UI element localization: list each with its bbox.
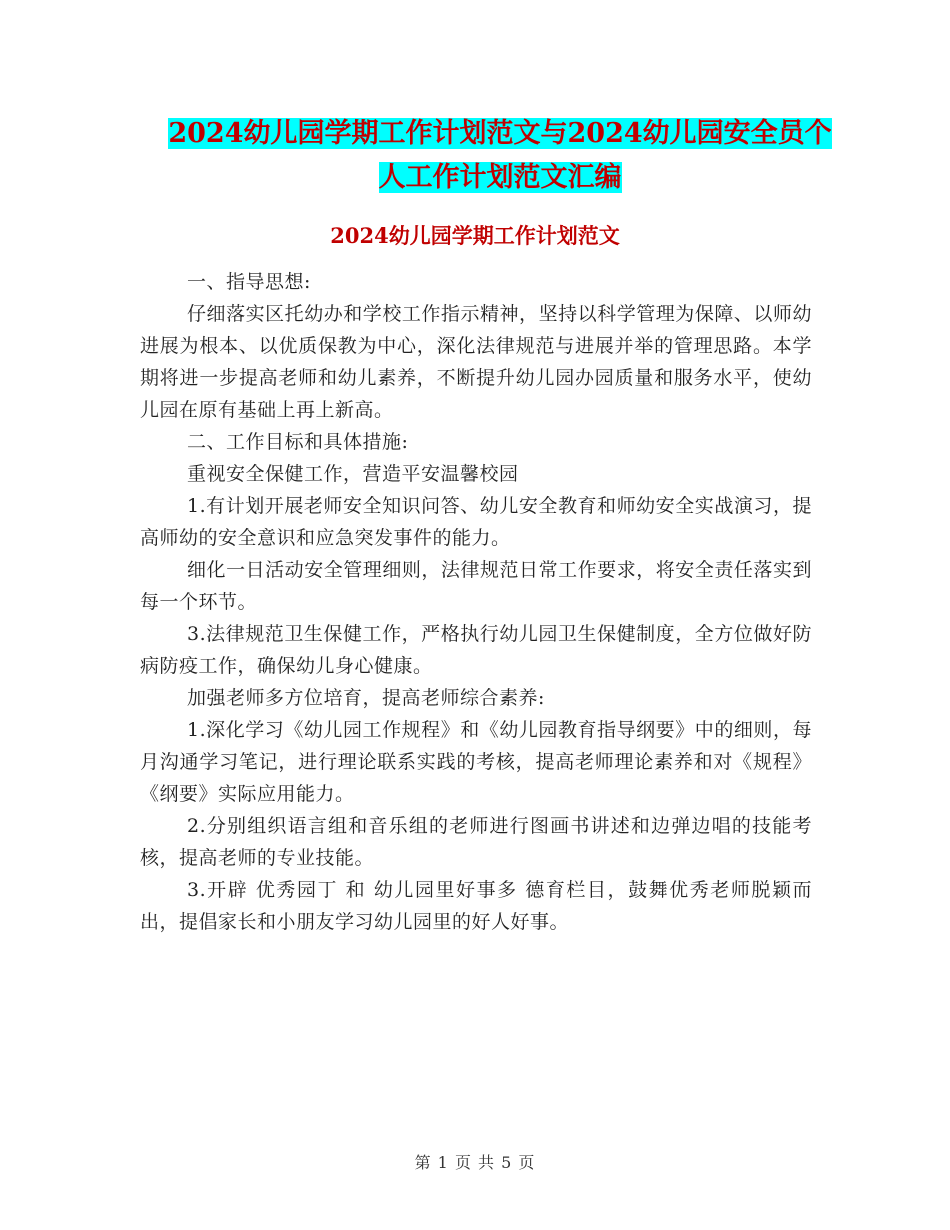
document-body [140, 266, 812, 938]
paragraph: 二、工作目标和具体措施: [187, 431, 409, 453]
paragraph: 1.有计划开展老师安全知识问答、幼儿安全教育和师幼安全实战演习，提高师幼的安全意识和应急突发事件的能力。 [140, 495, 812, 549]
paragraph: 加强老师多方位培育，提高老师综合素养: [187, 687, 545, 709]
paragraph: 重视安全保健工作，营造平安温馨校园 [187, 463, 519, 485]
paragraph: 一、指导思想: [187, 271, 311, 293]
paragraph: 仔细落实区托幼办和学校工作指示精神，坚持以科学管理为保障、以师幼进展为根本、以优质保教为中心，深化法律规范与进展并举的管理思路。本学期将进一步提高老师和幼儿素养，不断提升幼儿园办园质量和服务水平，使幼儿园在原有基础上再上新高。 [140, 303, 812, 421]
section-title: 2024幼儿园学期工作计划范文 [330, 223, 620, 248]
paragraph: 1.深化学习《幼儿园工作规程》和《幼儿园教育指导纲要》中的细则，每月沟通学习笔记，进行理论联系实践的考核，提高老师理论素养和对《规程》《纲要》实际应用能力。 [140, 719, 812, 805]
paragraph: 3.开辟 优秀园丁 和 幼儿园里好事多 德育栏目，鼓舞优秀老师脱颖而出，提倡家长和小朋友学习幼儿园里的好人好事。 [140, 879, 812, 933]
document-title [140, 112, 860, 200]
page-number-footer: 第 1 页 共 5 页 [414, 1153, 536, 1172]
paragraph: 3.法律规范卫生保健工作，严格执行幼儿园卫生保健制度，全方位做好防病防疫工作，确保幼儿身心健康。 [140, 623, 812, 677]
document-title-line1: 2024幼儿园学期工作计划范文与2024幼儿园安全员个 [168, 118, 832, 149]
paragraph: 2.分别组织语言组和音乐组的老师进行图画书讲述和边弹边唱的技能考核，提高老师的专业技能。 [140, 815, 812, 869]
document-title-line2: 人工作计划范文汇编 [378, 162, 622, 193]
paragraph: 细化一日活动安全管理细则，法律规范日常工作要求，将安全责任落实到每一个环节。 [140, 559, 812, 613]
